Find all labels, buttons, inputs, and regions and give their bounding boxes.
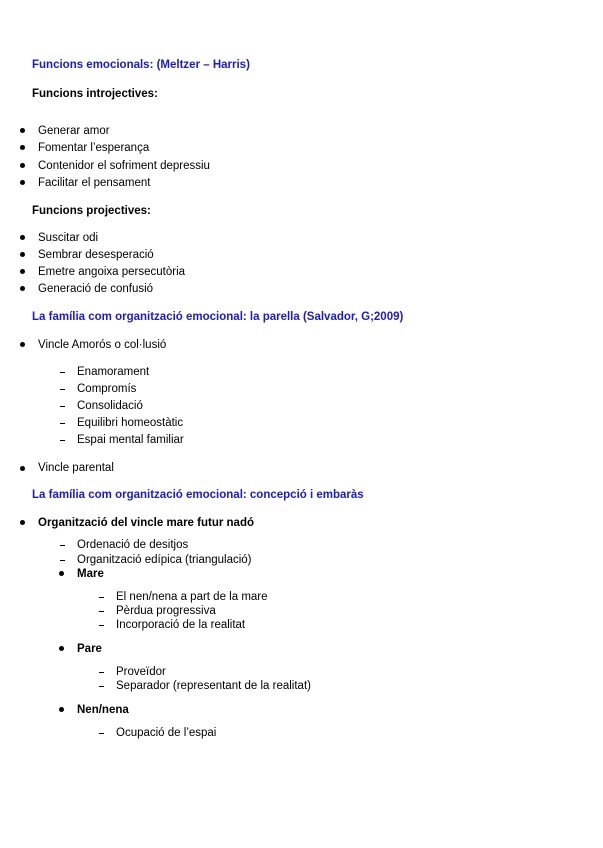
sub-sub-list-item: Proveïdor [116,666,166,678]
list-dash [60,372,65,373]
list-dash [99,597,104,598]
sub-sub-list-item: Separador (representant de la realitat) [116,680,311,692]
list-bullet [59,646,64,651]
list-bullet [20,286,25,291]
list-dash [60,389,65,390]
introjective-title: Funcions introjectives: [32,88,158,100]
list-dash [60,545,65,546]
sub-list-item: Consolidació [77,400,143,412]
list-dash [99,625,104,626]
list-bullet [20,269,25,274]
sub-list-item: Organització edípica (triangulació) [77,554,252,566]
list-bullet [20,466,25,471]
list-dash [99,733,104,734]
list-bullet [20,163,25,168]
list-item: Generar amor [38,125,110,137]
list-item: Emetre angoixa persecutòria [38,266,186,278]
list-item: Vincle parental [38,462,114,474]
list-item: Vincle Amorós o col·lusió [38,339,167,351]
list-item: Fomentar l’esperança [38,142,150,154]
list-bullet [20,145,25,150]
list-item: Generació de confusió [38,283,154,295]
list-dash [99,672,104,673]
list-bullet [20,235,25,240]
projective-title: Funcions projectives: [32,205,151,217]
sub-list-item: Enamorament [77,366,150,378]
sub-list-item: Compromís [77,383,137,395]
conception-heading: La família com organització emocional: concepció i embaràs [32,489,364,501]
list-item: Contenidor el sofriment depressiu [38,160,210,172]
sub-list-item: Equilibri homeostàtic [77,417,184,429]
emotional-functions-heading: Funcions emocionals: (Meltzer – Harris) [32,59,250,71]
list-bullet [59,571,64,576]
list-dash [99,686,104,687]
sub-sub-list-item: Pèrdua progressiva [116,605,216,617]
list-bullet [20,342,25,347]
list-item: Suscitar odi [38,232,99,244]
list-bullet [20,252,25,257]
child-label: Nen/nena [77,704,129,716]
sub-sub-list-item: Ocupació de l’espai [116,727,217,739]
sub-sub-list-item: Incorporació de la realitat [116,619,246,631]
list-bullet [20,180,25,185]
couple-heading: La família com organització emocional: la parella (Salvador, G;2009) [32,311,404,323]
list-bullet [20,128,25,133]
list-item: Sembrar desesperació [38,249,154,261]
list-dash [60,406,65,407]
list-bullet [59,707,64,712]
list-dash [99,611,104,612]
list-item: Facilitar el pensament [38,177,151,189]
sub-list-item: Ordenació de desitjos [77,539,189,551]
list-item: Organització del vincle mare futur nadó [38,517,254,529]
mother-label: Mare [77,568,104,580]
list-dash [60,440,65,441]
father-label: Pare [77,643,102,655]
list-bullet [20,520,25,525]
sub-list-item: Espai mental familiar [77,434,184,446]
list-dash [60,423,65,424]
list-dash [60,560,65,561]
sub-sub-list-item: El nen/nena a part de la mare [116,591,268,603]
